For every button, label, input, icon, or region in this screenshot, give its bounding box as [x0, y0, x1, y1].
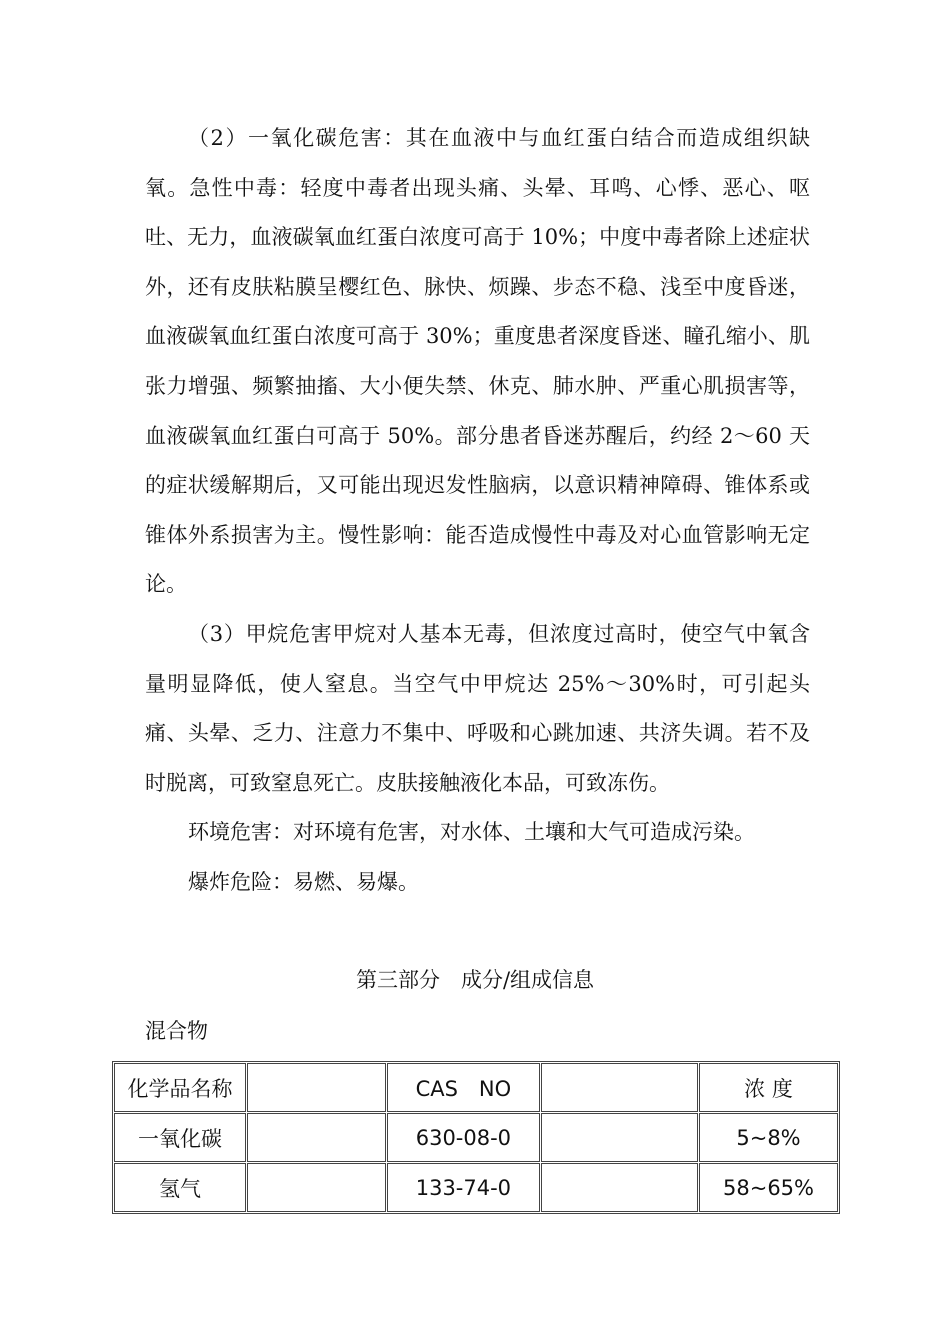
- paragraph-environmental-hazard: 环境危害：对环境有危害，对水体、土壤和大气可造成污染。: [188, 820, 755, 845]
- paragraph-carbon-monoxide-hazard: （2）一氧化碳危害：其在血液中与血红蛋白结合而造成组织缺氧。急性中毒：轻度中毒者出现头痛、头晕、耳鸣、心悸、恶心、呕吐、无力，血液碳氧血红蛋白浓度可高于 10%；中度中毒者除上述症状外，还有皮肤粘膜呈樱红色、脉快、烦躁、步态不稳、浅至中度昏迷，血液碳氧血红蛋白浓度可高于 30%；重度患者深度昏迷、瞳孔缩小、肌张力增强、频繁抽搐、大小便失禁、休克、肺水肿、严重心肌损害等，血液碳氧血红蛋白可高于 50%。部分患者昏迷苏醒后，约经 2～60 天的症状缓解期后，又可能出现迟发性脑病，以意识精神障碍、锥体系或锥体外系损害为主。慢性影响：能否造成慢性中毒及对心血管影响无定论。: [145, 126, 810, 597]
- paragraph-explosion-hazard: 爆炸危险：易燃、易爆。: [188, 869, 419, 894]
- header-cas-no: CAS NO: [387, 1063, 540, 1112]
- cell-cas-no: 133-74-0: [387, 1163, 540, 1212]
- cell-blank: [541, 1163, 698, 1212]
- paragraph-methane-hazard: （3）甲烷危害甲烷对人基本无毒，但浓度过高时，使空气中氧含量明显降低，使人窒息。当空气中甲烷达 25%～30%时，可引起头痛、头晕、乏力、注意力不集中、呼吸和心跳加速、共济失调。若不及时脱离，可致窒息死亡。皮肤接触液化本品，可致冻伤。: [145, 621, 810, 795]
- cell-blank: [247, 1113, 386, 1162]
- table-header-row: [114, 1063, 838, 1112]
- cell-chemical-name: 一氧化碳: [114, 1113, 246, 1162]
- cell-chemical-name: 氢气: [114, 1163, 246, 1212]
- header-chemical-name: 化学品名称: [114, 1063, 246, 1112]
- cell-concentration: 5~8%: [699, 1113, 838, 1162]
- header-concentration: 浓 度: [699, 1063, 838, 1112]
- table-row: [114, 1113, 838, 1162]
- section-title: 第三部分 成分/组成信息: [355, 968, 595, 992]
- composition-table: [112, 1061, 840, 1214]
- table-row: [114, 1163, 838, 1212]
- header-blank-2: [541, 1063, 698, 1112]
- cell-cas-no: 630-08-0: [387, 1113, 540, 1162]
- cell-blank: [247, 1163, 386, 1212]
- cell-blank: [541, 1113, 698, 1162]
- header-blank-1: [247, 1063, 386, 1112]
- body-text: [145, 114, 810, 908]
- cell-concentration: 58~65%: [699, 1163, 838, 1212]
- mixture-label: 混合物: [145, 1019, 208, 1043]
